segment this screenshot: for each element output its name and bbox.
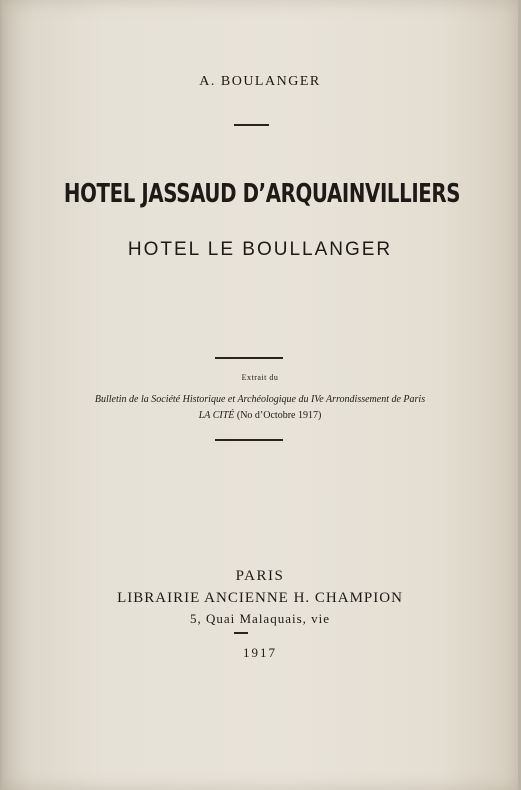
bulletin-title: Bulletin de la Société Historique et Archéologique du IVe Arrondissement de Paris bbox=[94, 394, 426, 405]
imprint-publisher: LIBRAIRIE ANCIENNE H. CHAMPION bbox=[117, 590, 403, 606]
publication-name: LA CITÉ bbox=[198, 410, 235, 421]
subtitle: HOTEL LE BOULLANGER bbox=[127, 239, 393, 260]
divider-rule bbox=[215, 439, 283, 441]
author-name: A. BOULANGER bbox=[199, 74, 321, 89]
publication-issue: (No d’Octobre 1917) bbox=[236, 410, 322, 421]
imprint-city: PARIS bbox=[235, 568, 285, 584]
divider-rule bbox=[234, 632, 248, 634]
main-title: HOTEL JASSAUD D’ARQUAINVILLIERS bbox=[63, 179, 461, 209]
extract-label: Extrait du bbox=[241, 373, 279, 382]
divider-rule bbox=[234, 124, 269, 126]
imprint-address: 5, Quai Malaquais, vie bbox=[189, 611, 331, 626]
title-page bbox=[2, 0, 518, 790]
divider-rule bbox=[215, 357, 283, 359]
imprint-year: 1917 bbox=[243, 645, 277, 660]
publication-line bbox=[2, 410, 518, 421]
